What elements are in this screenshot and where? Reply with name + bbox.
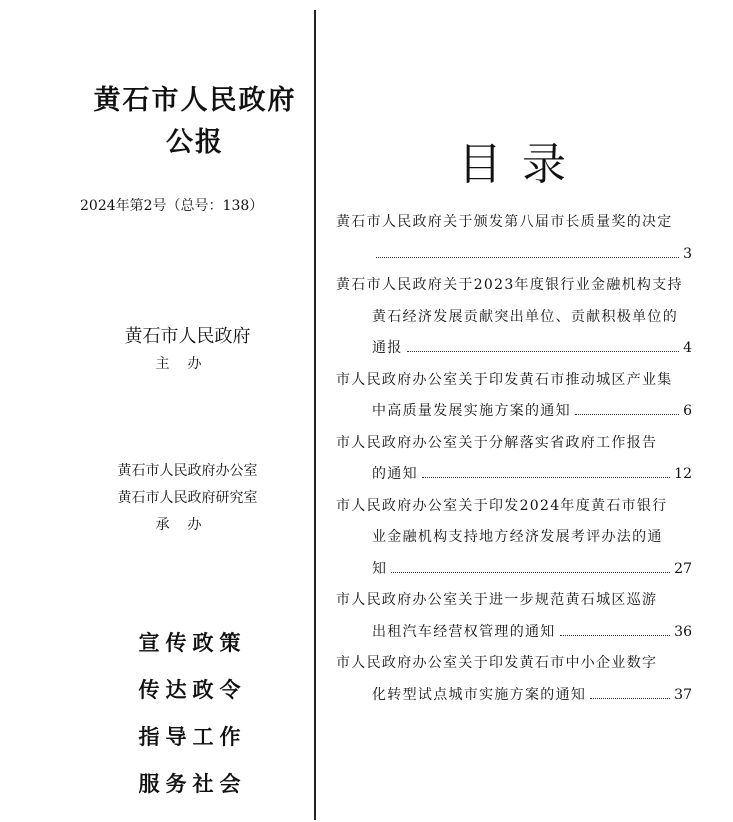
toc-entry-text: 市人民政府办公室关于分解落实省政府工作报告 <box>336 434 658 451</box>
host-role: 主办 <box>155 356 220 372</box>
toc-list <box>336 207 692 711</box>
dot-leader <box>422 477 670 478</box>
bulletin-title: 黄石市人民政府 <box>93 85 297 116</box>
toc-entry-text: 业金融机构支持地方经济发展考评办法的通 <box>372 529 663 545</box>
issue-number: 2024年第2号（总号：138） <box>80 198 264 214</box>
toc-entry[interactable] <box>336 585 692 648</box>
dot-leader <box>590 698 670 699</box>
toc-entry[interactable] <box>336 365 692 428</box>
toc-entry[interactable] <box>336 207 692 270</box>
organizer-role: 承办 <box>155 517 220 533</box>
toc-entry-text: 市人民政府办公室关于印发黄石市中小企业数字 <box>336 655 658 671</box>
toc-entry-leader-line <box>336 617 692 649</box>
host-organization: 黄石市人民政府 <box>124 326 251 347</box>
organizer-1: 黄石市人民政府办公室 <box>117 463 258 479</box>
toc-title: 目录 <box>458 139 586 190</box>
bulletin-title-sub: 公报 <box>166 127 224 158</box>
dot-leader <box>391 572 670 573</box>
toc-entry-leader-line <box>336 396 692 428</box>
toc-entry-text: 市人民政府办公室关于印发2024年度黄石市银行 <box>336 497 668 514</box>
toc-entry-text: 中高质量发展实施方案的通知 <box>372 403 571 419</box>
toc-entry-text: 市人民政府办公室关于印发黄石市推动城区产业集 <box>336 371 673 388</box>
toc-page-number: 12 <box>674 466 692 482</box>
dot-leader <box>376 257 679 258</box>
toc-entry-leader-line <box>336 680 692 712</box>
toc-entry-text: 出租汽车经营权管理的通知 <box>372 623 556 640</box>
toc-entry-leader-line <box>336 239 692 271</box>
toc-entry-leader-line <box>336 554 692 586</box>
toc-entry[interactable] <box>336 270 692 365</box>
toc-entry-text: 通报 <box>372 340 403 356</box>
toc-page-number: 4 <box>683 340 692 356</box>
toc-entry-leader-line <box>336 459 692 491</box>
toc-page-number: 6 <box>683 403 692 419</box>
toc-entry[interactable] <box>336 491 692 586</box>
slogan-2: 传达政令 <box>138 677 247 702</box>
toc-entry-text: 的通知 <box>372 466 418 482</box>
toc-entry-leader-line <box>336 333 692 365</box>
toc-page-number: 37 <box>674 686 692 703</box>
toc-entry-text: 黄石经济发展贡献突出单位、贡献积极单位的 <box>372 308 678 325</box>
vertical-divider <box>314 10 316 820</box>
organizer-2: 黄石市人民政府研究室 <box>117 490 258 506</box>
slogan-4: 服务社会 <box>138 771 247 796</box>
slogan-3: 指导工作 <box>138 724 247 749</box>
toc-entry-text: 知 <box>372 560 388 577</box>
dot-leader <box>575 414 679 415</box>
dot-leader <box>560 635 671 636</box>
toc-entry[interactable] <box>336 428 692 491</box>
masthead-panel <box>0 0 314 822</box>
toc-entry-text: 黄石市人民政府关于颁发第八届市长质量奖的决定 <box>336 214 673 230</box>
slogan-1: 宣传政策 <box>138 630 247 655</box>
toc-entry-text: 黄石市人民政府关于2023年度银行业金融机构支持 <box>336 277 683 293</box>
toc-entry[interactable] <box>336 648 692 711</box>
toc-page-number: 3 <box>683 245 692 262</box>
toc-page-number: 36 <box>674 623 692 640</box>
dot-leader <box>407 351 679 352</box>
toc-entry-text: 市人民政府办公室关于进一步规范黄石城区巡游 <box>336 592 658 608</box>
toc-page-number: 27 <box>674 560 692 577</box>
toc-entry-text: 化转型试点城市实施方案的通知 <box>372 686 587 703</box>
